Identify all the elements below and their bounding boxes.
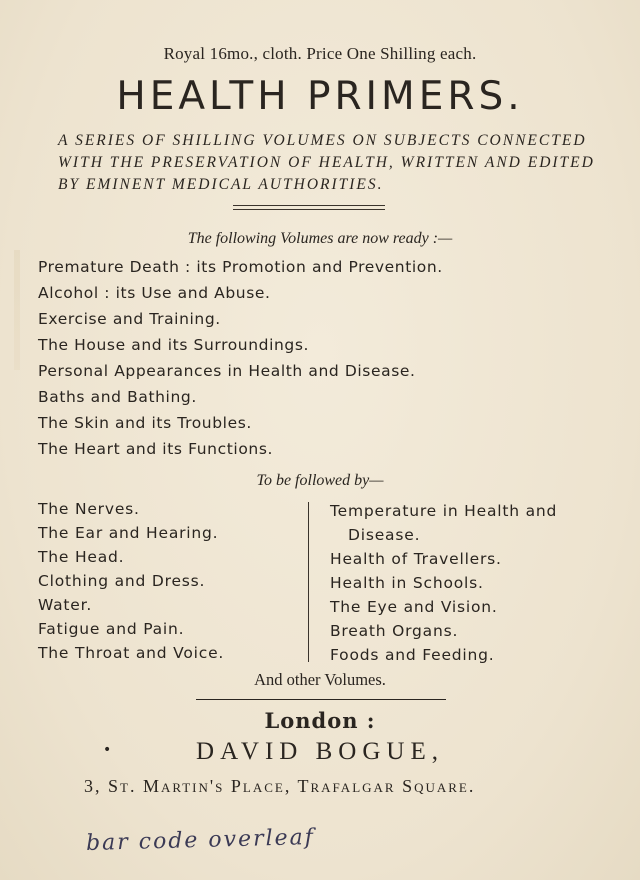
paper-stain <box>14 250 20 370</box>
followed-list-left <box>38 497 224 665</box>
column-divider <box>308 502 309 662</box>
list-item: Breath Organs. <box>330 622 459 640</box>
list-item: The House and its Surroundings. <box>38 336 310 354</box>
list-item: Exercise and Training. <box>38 310 221 328</box>
publisher-city: London : <box>264 708 376 733</box>
list-item: Health in Schools. <box>330 574 484 592</box>
list-item: Baths and Bathing. <box>38 388 197 406</box>
list-item: Disease. <box>348 526 421 544</box>
list-item: The Skin and its Troubles. <box>38 414 252 432</box>
list-item: Water. <box>38 596 93 614</box>
publisher-name: DAVID BOGUE, <box>196 738 444 765</box>
other-volumes-note: And other Volumes. <box>254 670 386 689</box>
list-item: Alcohol : its Use and Abuse. <box>38 284 271 302</box>
list-item: Personal Appearances in Health and Disease. <box>38 362 416 380</box>
list-item: The Throat and Voice. <box>38 644 225 662</box>
bullet-mark: • <box>103 742 112 758</box>
list-item: The Eye and Vision. <box>330 598 498 616</box>
list-item: The Heart and its Functions. <box>38 440 274 458</box>
list-item: Clothing and Dress. <box>38 572 206 590</box>
list-item: Premature Death : its Promotion and Prevention. <box>38 258 443 276</box>
list-item: Temperature in Health and <box>330 502 558 520</box>
page-title: HEALTH PRIMERS. <box>116 74 524 119</box>
list-item: Health of Travellers. <box>330 550 502 568</box>
followed-heading: To be followed by— <box>256 472 384 489</box>
divider-rule <box>196 699 446 700</box>
price-line: Royal 16mo., cloth. Price One Shilling each. <box>163 44 477 63</box>
list-item: The Ear and Hearing. <box>38 524 219 542</box>
double-rule-top <box>233 205 385 206</box>
list-item: Foods and Feeding. <box>330 646 495 664</box>
series-description: A SERIES OF SHILLING VOLUMES ON SUBJECTS CONNECTED WITH THE PRESERVATION OF HEALTH, WRITTEN AND EDITED BY EMINENT MEDICAL AUTHORITIES. <box>58 132 595 193</box>
list-item: Fatigue and Pain. <box>38 620 185 638</box>
handwritten-note: bar code overleaf <box>85 825 316 856</box>
double-rule-bottom <box>233 209 385 210</box>
publisher-address: 3, St. Martin's Place, Trafalgar Square. <box>84 776 476 796</box>
list-item: The Nerves. <box>38 500 140 518</box>
ready-volume-list <box>38 254 443 462</box>
followed-list-right <box>330 499 557 667</box>
list-item: The Head. <box>38 548 125 566</box>
ready-heading: The following Volumes are now ready :— <box>187 230 453 247</box>
